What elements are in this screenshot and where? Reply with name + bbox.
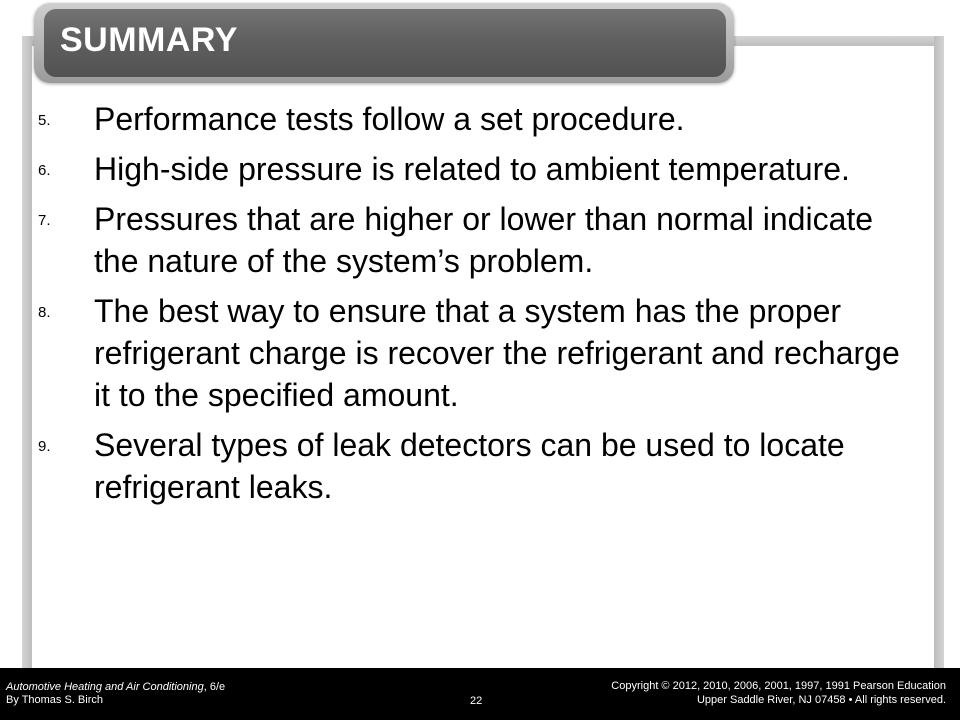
footer-bar [0,668,960,720]
copyright-line-2: Upper Saddle River, NJ 07458 • All rights reserved. [696,694,946,706]
book-title: Automotive Heating and Air Conditioning [6,681,204,693]
slide-title: SUMMARY [60,21,238,59]
list-item [38,148,918,190]
footer-book-info [6,681,225,707]
frame-left-border [22,36,32,668]
list-item [38,198,918,282]
item-number: 6. [38,162,51,179]
list-item [38,424,918,508]
item-number: 5. [38,112,51,129]
list-item [38,290,918,416]
item-text: The best way to ensure that a system has the proper refrigerant charge is recover the refrigerant and recharge it to the specified amount. [94,293,900,413]
book-edition: , 6/e [203,681,226,693]
book-author: By Thomas S. Birch [6,694,103,706]
page-number: 22 [470,695,483,707]
list-item [38,98,918,140]
item-text: High-side pressure is related to ambient temperature. [94,151,850,187]
copyright-line-1: Copyright © 2012, 2010, 2006, 2001, 1997, 1991 Pearson Education [611,680,946,692]
item-number: 9. [38,438,51,455]
item-number: 8. [38,304,51,321]
frame-right-border [934,36,944,668]
item-text: Performance tests follow a set procedure. [94,101,685,137]
item-text: Pressures that are higher or lower than normal indicate the nature of the system’s problem. [94,201,874,279]
summary-list [38,98,918,516]
item-text: Several types of leak detectors can be used to locate refrigerant leaks. [94,427,845,505]
item-number: 7. [38,212,51,229]
footer-copyright [611,679,946,707]
